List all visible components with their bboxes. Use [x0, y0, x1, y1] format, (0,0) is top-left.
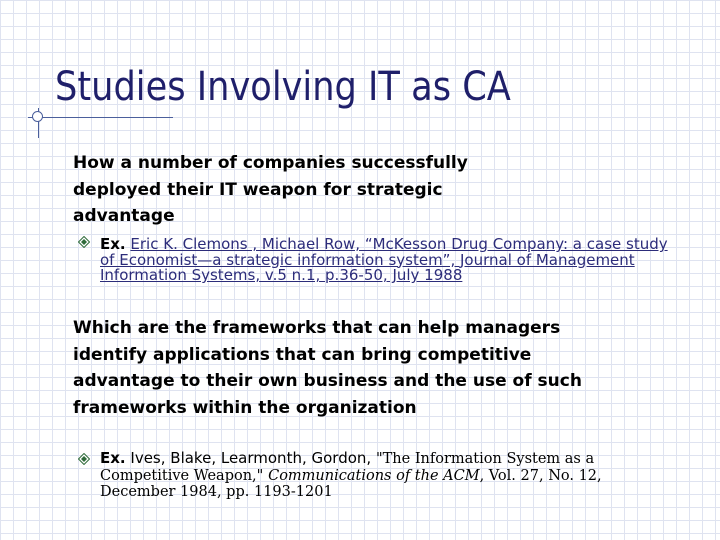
example-label: Ex.: [100, 235, 126, 253]
reference-journal: Communications of the ACM: [268, 467, 480, 484]
reference-1: [100, 237, 670, 284]
reference-link[interactable]: Eric K. Clemons , Michael Row, “McKesson Drug Company: a case study of Economist—a strategic information system”, Journal of Management Information Systems, v.5 n.1, p.36-50, July 1988: [100, 235, 668, 284]
circle-crosshair-icon: [32, 111, 43, 122]
reference-2: [100, 451, 670, 501]
reference-authors: Ives, Blake, Learmonth, Gordon,: [130, 449, 372, 467]
diamond-bullet-icon: [78, 236, 90, 248]
slide-title: Studies Involving IT as CA: [55, 64, 511, 110]
title-underline: [28, 117, 173, 118]
reference-details: , Vol. 27, No. 12, December 1984, pp. 1193-1201: [100, 467, 602, 500]
example-label: Ex.: [100, 449, 126, 467]
main-point-1: How a number of companies successfully deployed their IT weapon for strategic advantage: [73, 153, 468, 226]
main-point-2: Which are the frameworks that can help managers identify applications that can bring competitive advantage to their own business and the use of such frameworks within the organization: [73, 318, 582, 418]
diamond-bullet-icon: [78, 453, 90, 465]
reference-article-title: "The Information System as a Competitive Weapon,": [100, 451, 595, 484]
